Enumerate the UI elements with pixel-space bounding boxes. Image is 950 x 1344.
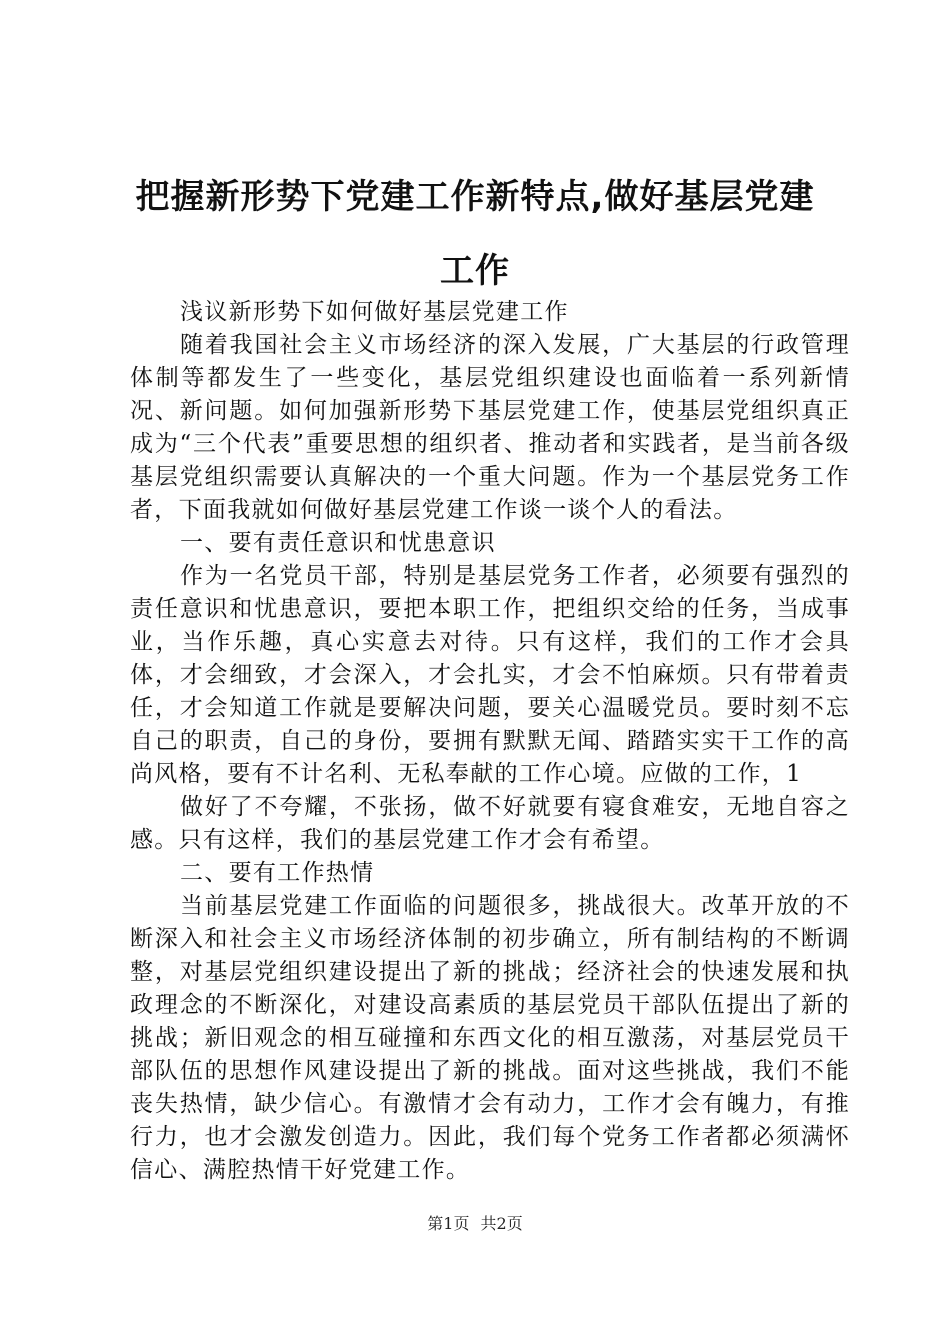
paragraph-responsibility: 作为一名党员干部，特别是基层党务工作者，必须要有强烈的责任意识和忧患意识，要把本职工作，把组织交给的任务，当成事业，当作乐趣，真心实意去对待。只有这样，我们的工作才会具体，才会细致，才会深入，才会扎实，才会不怕麻烦。只有带着责任，才会知道工作就是要解决问题，要关心温暖党员。要时刻不忘自己的职责，自己的身份，要拥有默默无闻、踏踏实实干工作的高尚风格，要有不计名利、无私奉献的工作心境。应做的工作，1 (130, 563, 850, 787)
document-subtitle: 浅议新形势下如何做好基层党建工作 (180, 299, 569, 325)
page-total: 共2页 (480, 1214, 523, 1233)
document-body (130, 296, 850, 1187)
section-heading-1: 一、要有责任意识和忧患意识 (180, 530, 496, 556)
paragraph-enthusiasm: 当前基层党建工作面临的问题很多，挑战很大。改革开放的不断深入和社会主义市场经济体制的初步确立，所有制结构的不断调整，对基层党组织建设提出了新的挑战；经济社会的快速发展和执政理念的不断深化，对建设高素质的基层党员干部队伍提出了新的挑战；新旧观念的相互碰撞和东西文化的相互激荡，对基层党员干部队伍的思想作风建设提出了新的挑战。面对这些挑战，我们不能丧失热情，缺少信心。有激情才会有动力，工作才会有魄力，有推行力，也才会激发创造力。因此，我们每个党务工作者都必须满怀信心、满腔热情干好党建工作。 (130, 893, 850, 1183)
section-heading-2: 二、要有工作热情 (180, 860, 375, 886)
page-footer (0, 1214, 950, 1234)
paragraph-intro: 随着我国社会主义市场经济的深入发展，广大基层的行政管理体制等都发生了一些变化，基层党组织建设也面临着一系列新情况、新问题。如何加强新形势下基层党建工作，使基层党组织真正成为“三个代表”重要思想的组织者、推动者和实践者，是当前各级基层党组织需要认真解决的一个重大问题。作为一个基层党务工作者，下面我就如何做好基层党建工作谈一谈个人的看法。 (130, 332, 850, 523)
document-title: 把握新形势下党建工作新特点,做好基层党建工作 (135, 177, 815, 291)
page-number: 第1页 (427, 1214, 470, 1233)
paragraph-responsibility-cont: 做好了不夸耀，不张扬，做不好就要有寝食难安，无地自容之感。只有这样，我们的基层党建工作才会有希望。 (130, 794, 850, 853)
